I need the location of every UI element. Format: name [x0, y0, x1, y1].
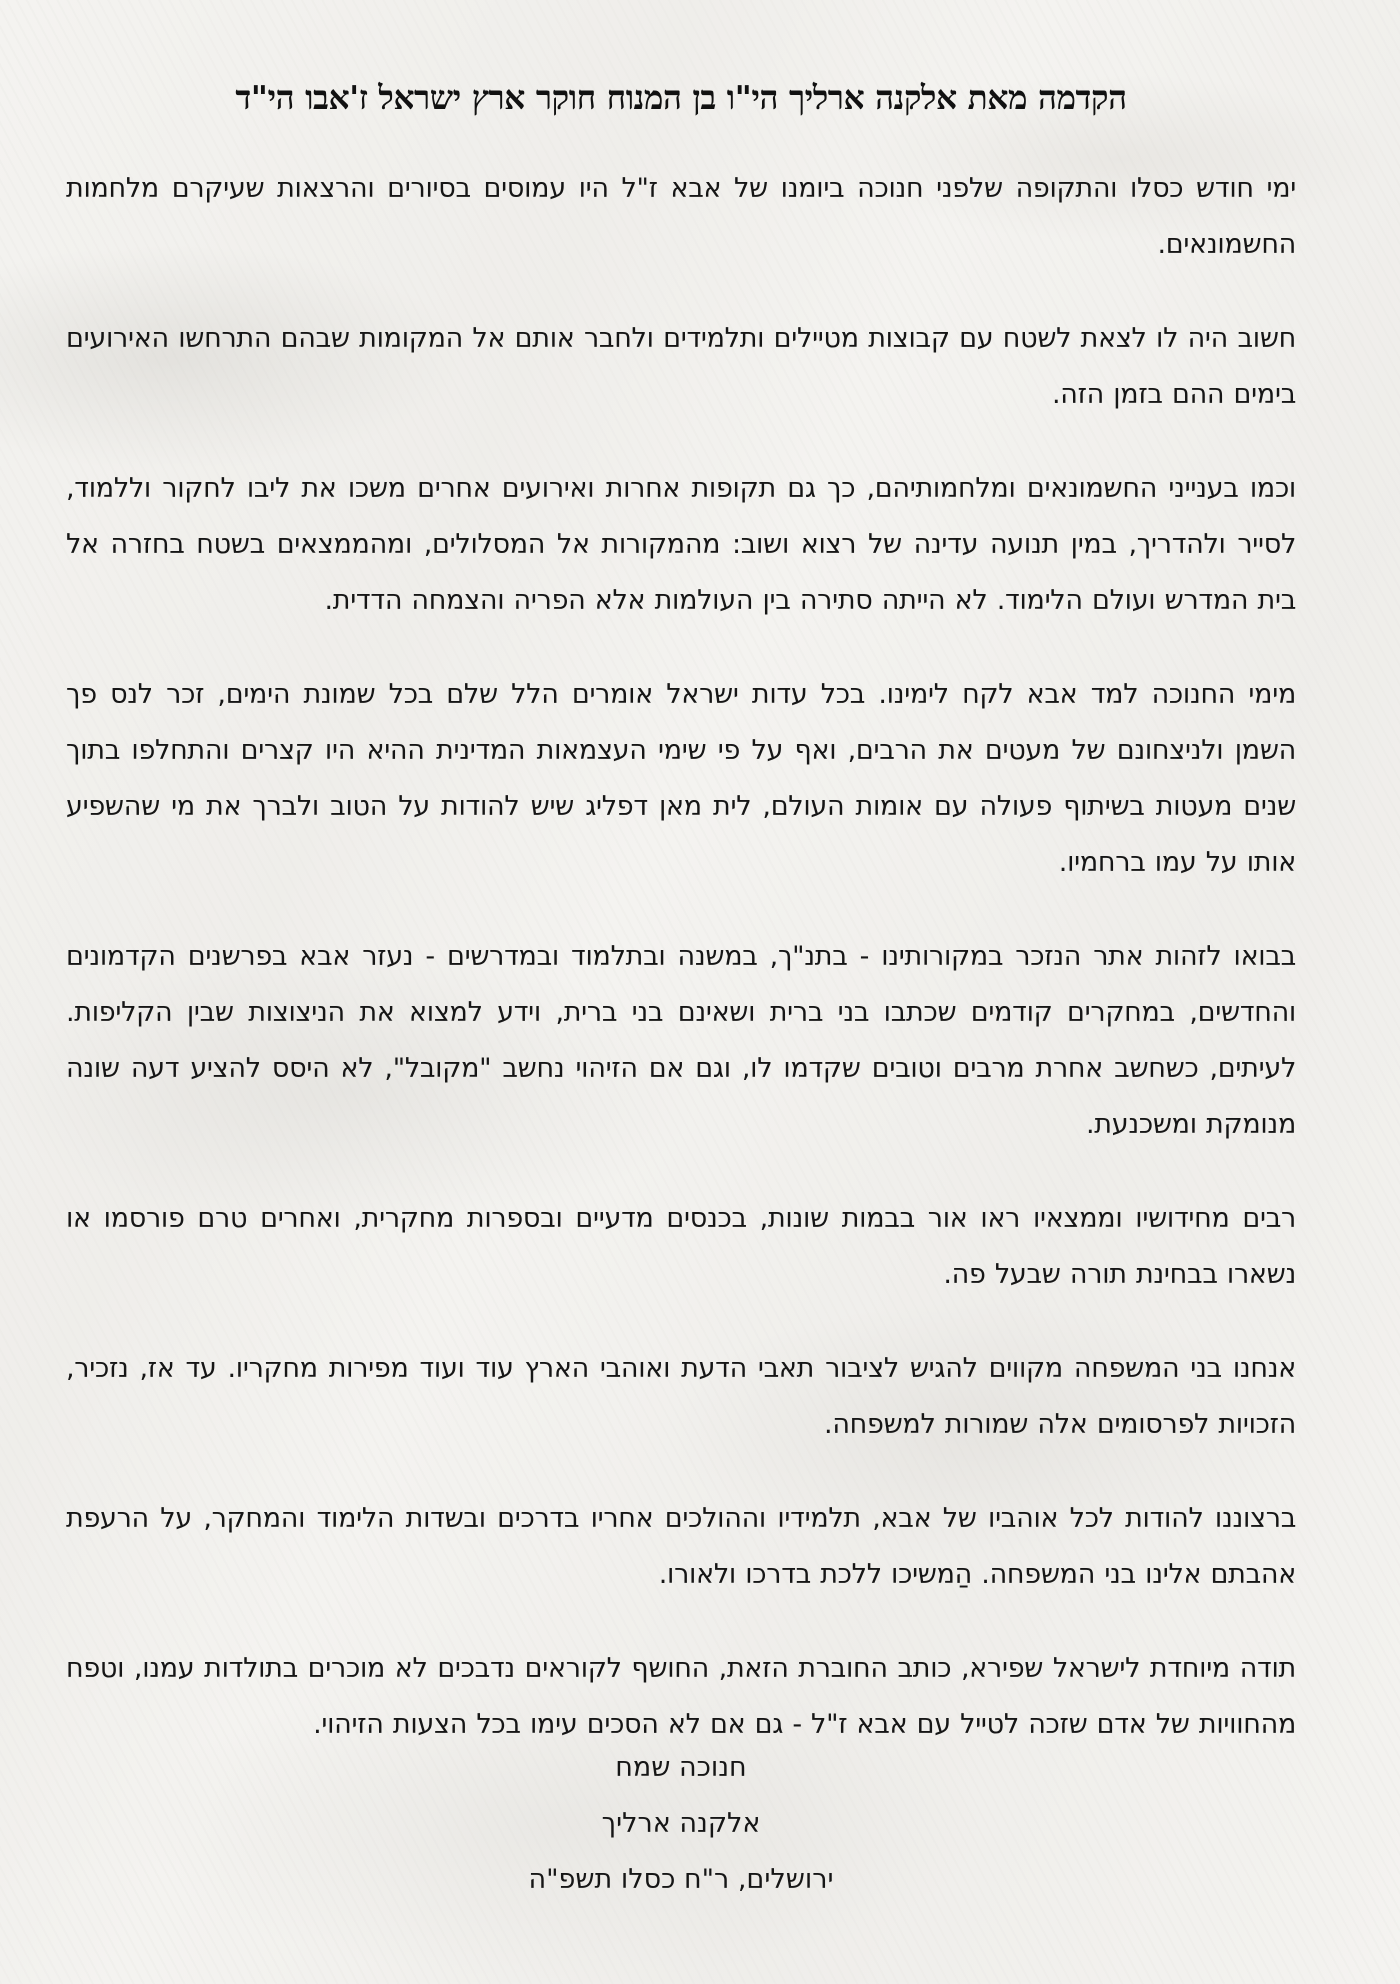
paragraph-6: רבים מחידושיו וממצאיו ראו אור בבמות שונות, בכנסים מדעיים ובספרות מחקרית, ואחרים טרם פורסמו או נשארו בבחינת תורה שבעל פה.: [66, 1203, 1296, 1290]
paragraph-3: וכמו בענייני החשמונאים ומלחמותיהם, כך גם תקופות אחרות ואירועים אחרים משכו את ליבו לחקור וללמוד, לסייר ולהדריך, במין תנועה עדינה של רצוא ושוב: מהמקורות אל המסלולים, ומהממצאים בשטח בחזרה אל בית המדרש ועולם הלימוד. לא הייתה סתירה בין העולמות אלא הפריה והצמחה הדדית.: [66, 473, 1296, 616]
paragraph-7: אנחנו בני המשפחה מקווים להגיש לציבור תאבי הדעת ואוהבי הארץ עוד ועוד מפירות מחקריו. עד אז, נזכיר, הזכויות לפרסומים אלה שמורות למשפחה.: [66, 1353, 1296, 1440]
paragraph-2: חשוב היה לו לצאת לשטח עם קבוצות מטיילים ותלמידים ולחבר אותם אל המקומות שבהם התרחשו האירועים בימים ההם בזמן הזה.: [66, 323, 1296, 410]
paragraph-9: תודה מיוחדת לישראל שפירא, כותב החוברת הזאת, החושף לקוראים נדבכים לא מוכרים בתולדות עמנו, וטפח מהחוויות של אדם שזכה לטייל עם אבא ז"ל - גם אם לא הסכים עימו בכל הצעות הזיהוי.: [66, 1653, 1296, 1740]
signature: אלקנה ארליך: [601, 1808, 761, 1839]
place-and-date: ירושלים, ר"ח כסלו תשפ"ה: [528, 1864, 834, 1895]
paragraph-1: ימי חודש כסלו והתקופה שלפני חנוכה ביומנו של אבא ז"ל היו עמוסים בסיורים והרצאות שעיקרם מלחמות החשמונאים.: [66, 173, 1296, 260]
paragraph-4: מימי החנוכה למד אבא לקח לימינו. בכל עדות ישראל אומרים הלל שלם בכל שמונת הימים, זכר לנס פך השמן ולניצחונם של מעטים את הרבים, ואף על פי שימי העצמאות המדינית ההיא היו קצרים והתחלפו בתוך שנים מעטות בשיתוף פעולה עם אומות העולם, לית מאן דפליג שיש להודות על הטוב ולברך את מי שהשפיע אותו על עמו ברחמיו.: [66, 679, 1296, 878]
document-title: הקדמה מאת אלקנה ארליך הי"ו בן המנוח חוקר ארץ ישראל ז'אבו הי"ד: [235, 78, 1127, 117]
document-body: [66, 161, 1296, 1791]
paragraph-5: בבואו לזהות אתר הנזכר במקורותינו - בתנ"ך, במשנה ובתלמוד ובמדרשים - נעזר אבא בפרשנים הקדמונים והחדשים, במחקרים קודמים שכתבו בני ברית ושאינם בני ברית, וידע למצוא את הניצוצות שבין הקליפות. לעיתים, כשחשב אחרת מרבים וטובים שקדמו לו, וגם אם הזיהוי נחשב "מקובל", לא היסס להציע דעה שונה מנומקת ומשכנעת.: [66, 941, 1296, 1140]
paragraph-8: ברצוננו להודות לכל אוהביו של אבא, תלמידיו וההולכים אחריו בדרכים ובשדות הלימוד והמחקר, על הרעפת אהבתם אלינו בני המשפחה. הַמשיכו ללכת בדרכו ולאורו.: [66, 1503, 1296, 1590]
closing-block: [66, 1740, 1296, 1908]
closing-greeting: חנוכה שמח: [615, 1752, 747, 1783]
